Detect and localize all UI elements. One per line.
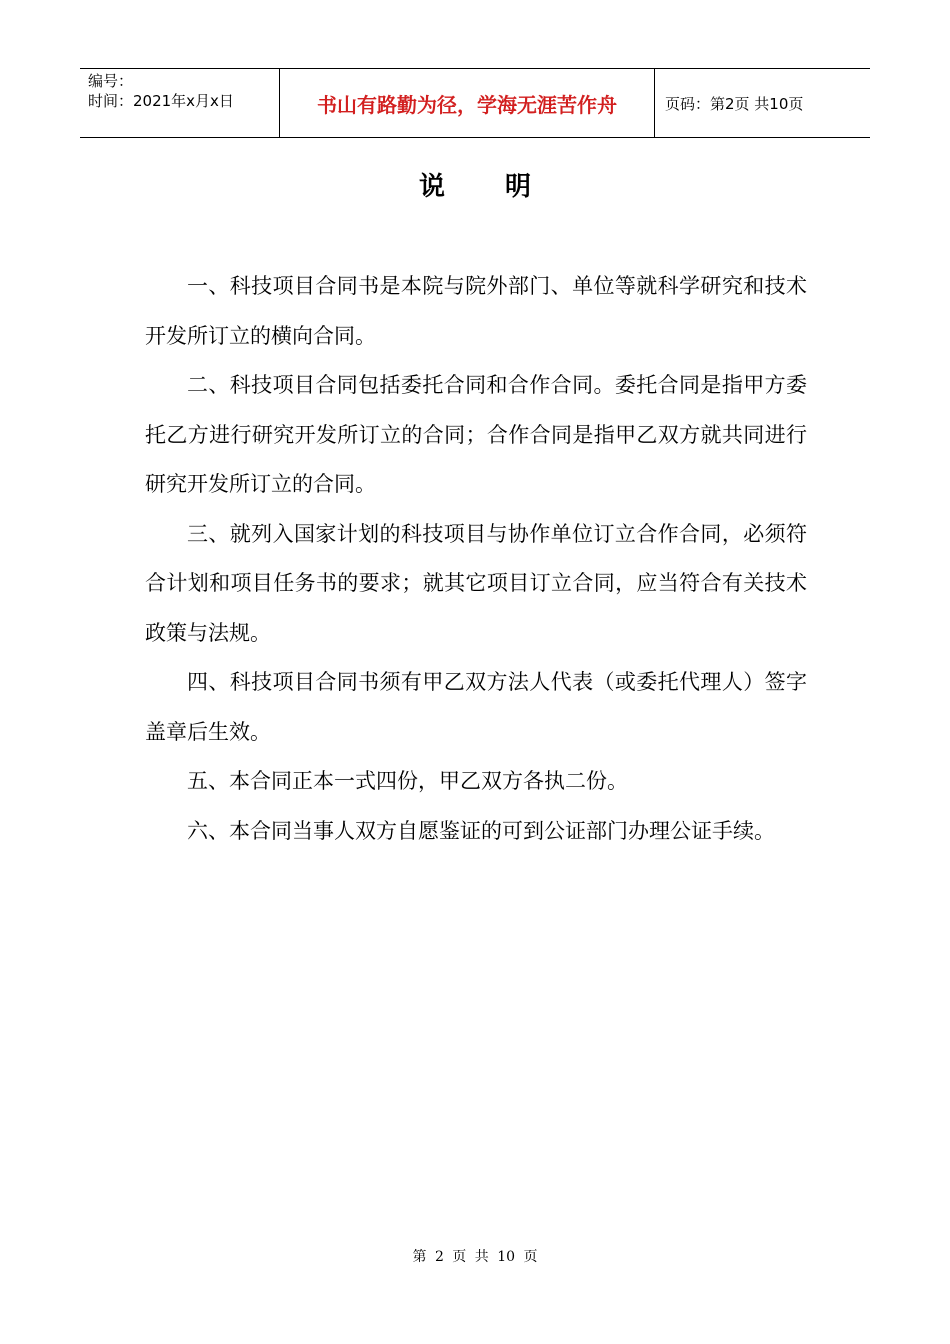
date-label: 时间：2021年x月x日 xyxy=(88,92,234,110)
document-body xyxy=(145,262,807,856)
paragraph: 二、科技项目合同包括委托合同和合作合同。委托合同是指甲方委托乙方进行研究开发所订立的合同；合作合同是指甲乙双方就共同进行研究开发所订立的合同。 xyxy=(145,373,807,496)
header-page-info: 页码：第2页 共10页 xyxy=(665,94,804,113)
paragraph: 三、就列入国家计划的科技项目与协作单位订立合作合同，必须符合计划和项目任务书的要求；就其它项目订立合同，应当符合有关技术政策与法规。 xyxy=(145,521,807,645)
serial-label: 编号： xyxy=(88,72,134,90)
paragraph: 一、科技项目合同书是本院与院外部门、单位等就科学研究和技术开发所订立的横向合同。 xyxy=(145,274,807,348)
header-motto: 书山有路勤为径，学海无涯苦作舟 xyxy=(280,69,655,137)
page-title: 说明 xyxy=(418,172,591,202)
header-meta xyxy=(80,69,280,137)
page-footer: 第 2 页 共 10 页 xyxy=(412,1249,538,1265)
paragraph: 四、科技项目合同书须有甲乙双方法人代表（或委托代理人）签字盖章后生效。 xyxy=(145,670,807,744)
paragraph: 六、本合同当事人双方自愿鉴证的可到公证部门办理公证手续。 xyxy=(187,818,775,843)
page-header xyxy=(80,68,870,138)
paragraph: 五、本合同正本一式四份，甲乙双方各执二份。 xyxy=(187,769,628,793)
